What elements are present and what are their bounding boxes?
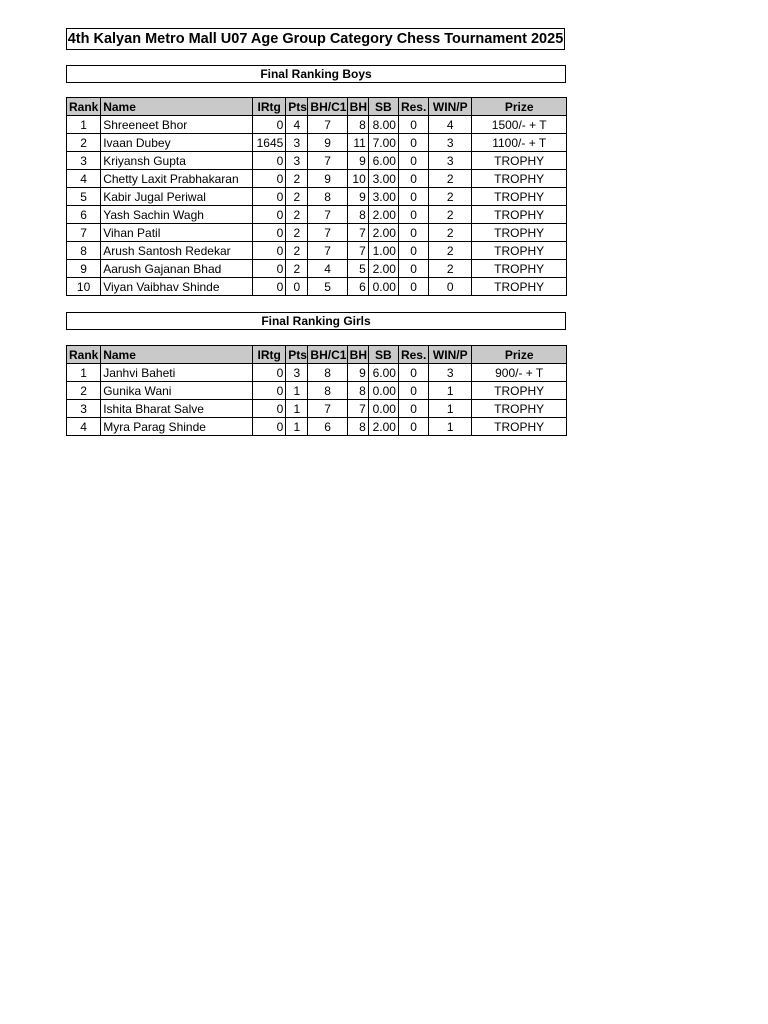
table-row <box>67 400 567 418</box>
boys-section-heading: Final Ranking Boys <box>66 65 566 83</box>
table-row <box>67 188 567 206</box>
cell-irtg: 0 <box>253 278 286 296</box>
cell-prize: TROPHY <box>472 418 567 436</box>
column-header-bh-c1: BH/C1 <box>308 98 347 116</box>
table-row <box>67 224 567 242</box>
column-header-win-p: WIN/P <box>429 346 472 364</box>
cell-prize: TROPHY <box>472 206 567 224</box>
cell-irtg: 0 <box>253 418 286 436</box>
cell-win-p: 2 <box>429 242 472 260</box>
cell-rank: 4 <box>67 170 101 188</box>
table-row <box>67 152 567 170</box>
cell-bh: 9 <box>347 188 368 206</box>
cell-irtg: 0 <box>253 188 286 206</box>
cell-name: Janhvi Baheti <box>101 364 253 382</box>
cell-bh: 5 <box>347 260 368 278</box>
girls-section-heading: Final Ranking Girls <box>66 312 566 330</box>
column-header-prize: Prize <box>472 98 567 116</box>
cell-name: Yash Sachin Wagh <box>101 206 253 224</box>
cell-bh-c1: 9 <box>308 134 347 152</box>
cell-bh: 6 <box>347 278 368 296</box>
cell-irtg: 0 <box>253 242 286 260</box>
cell-irtg: 1645 <box>253 134 286 152</box>
cell-win-p: 0 <box>429 278 472 296</box>
cell-pts: 2 <box>286 170 308 188</box>
cell-res: 0 <box>398 260 428 278</box>
cell-sb: 2.00 <box>368 224 398 242</box>
table-row <box>67 418 567 436</box>
cell-bh-c1: 7 <box>308 242 347 260</box>
cell-bh: 8 <box>347 418 368 436</box>
cell-sb: 2.00 <box>368 260 398 278</box>
table-row <box>67 206 567 224</box>
cell-pts: 1 <box>286 418 308 436</box>
cell-bh: 9 <box>347 152 368 170</box>
cell-win-p: 3 <box>429 364 472 382</box>
cell-bh-c1: 7 <box>308 400 347 418</box>
cell-pts: 3 <box>286 152 308 170</box>
cell-bh: 10 <box>347 170 368 188</box>
cell-win-p: 2 <box>429 170 472 188</box>
cell-sb: 3.00 <box>368 170 398 188</box>
cell-res: 0 <box>398 418 428 436</box>
girls-ranking-table <box>66 345 567 436</box>
cell-win-p: 2 <box>429 260 472 278</box>
cell-pts: 2 <box>286 188 308 206</box>
cell-rank: 2 <box>67 382 101 400</box>
cell-name: Gunika Wani <box>101 382 253 400</box>
cell-irtg: 0 <box>253 382 286 400</box>
cell-pts: 3 <box>286 134 308 152</box>
cell-name: Viyan Vaibhav Shinde <box>101 278 253 296</box>
column-header-rank: Rank <box>67 346 101 364</box>
column-header-name: Name <box>101 346 253 364</box>
cell-name: Arush Santosh Redekar <box>101 242 253 260</box>
boys-header-row <box>67 98 567 116</box>
cell-sb: 0.00 <box>368 400 398 418</box>
cell-res: 0 <box>398 134 428 152</box>
girls-header-row <box>67 346 567 364</box>
cell-bh: 8 <box>347 206 368 224</box>
cell-win-p: 1 <box>429 400 472 418</box>
cell-prize: TROPHY <box>472 242 567 260</box>
cell-prize: TROPHY <box>472 188 567 206</box>
cell-bh: 8 <box>347 382 368 400</box>
cell-rank: 3 <box>67 400 101 418</box>
cell-res: 0 <box>398 242 428 260</box>
cell-rank: 2 <box>67 134 101 152</box>
cell-name: Kriyansh Gupta <box>101 152 253 170</box>
cell-pts: 1 <box>286 400 308 418</box>
cell-pts: 2 <box>286 260 308 278</box>
cell-pts: 2 <box>286 242 308 260</box>
cell-name: Ishita Bharat Salve <box>101 400 253 418</box>
cell-pts: 2 <box>286 224 308 242</box>
cell-bh: 7 <box>347 400 368 418</box>
cell-prize: TROPHY <box>472 382 567 400</box>
column-header-irtg: IRtg <box>253 346 286 364</box>
cell-prize: TROPHY <box>472 260 567 278</box>
cell-sb: 6.00 <box>368 152 398 170</box>
cell-bh-c1: 8 <box>308 364 347 382</box>
cell-irtg: 0 <box>253 224 286 242</box>
cell-prize: 1500/- + T <box>472 116 567 134</box>
cell-irtg: 0 <box>253 400 286 418</box>
cell-sb: 1.00 <box>368 242 398 260</box>
column-header-name: Name <box>101 98 253 116</box>
column-header-bh-c1: BH/C1 <box>308 346 347 364</box>
cell-pts: 2 <box>286 206 308 224</box>
cell-bh: 9 <box>347 364 368 382</box>
cell-win-p: 3 <box>429 152 472 170</box>
cell-irtg: 0 <box>253 170 286 188</box>
cell-name: Ivaan Dubey <box>101 134 253 152</box>
column-header-bh: BH <box>347 346 368 364</box>
table-row <box>67 260 567 278</box>
cell-prize: TROPHY <box>472 224 567 242</box>
cell-rank: 10 <box>67 278 101 296</box>
cell-sb: 2.00 <box>368 418 398 436</box>
cell-bh-c1: 9 <box>308 170 347 188</box>
cell-name: Shreeneet Bhor <box>101 116 253 134</box>
cell-sb: 8.00 <box>368 116 398 134</box>
cell-win-p: 4 <box>429 116 472 134</box>
cell-bh-c1: 7 <box>308 116 347 134</box>
cell-res: 0 <box>398 364 428 382</box>
cell-bh: 7 <box>347 224 368 242</box>
table-row <box>67 278 567 296</box>
cell-irtg: 0 <box>253 206 286 224</box>
column-header-pts: Pts <box>286 346 308 364</box>
cell-irtg: 0 <box>253 364 286 382</box>
cell-rank: 5 <box>67 188 101 206</box>
cell-bh-c1: 7 <box>308 152 347 170</box>
cell-rank: 1 <box>67 364 101 382</box>
table-row <box>67 116 567 134</box>
column-header-irtg: IRtg <box>253 98 286 116</box>
cell-res: 0 <box>398 170 428 188</box>
cell-rank: 7 <box>67 224 101 242</box>
cell-win-p: 2 <box>429 224 472 242</box>
cell-bh-c1: 7 <box>308 206 347 224</box>
cell-pts: 1 <box>286 382 308 400</box>
cell-prize: 900/- + T <box>472 364 567 382</box>
cell-irtg: 0 <box>253 116 286 134</box>
cell-pts: 0 <box>286 278 308 296</box>
cell-prize: TROPHY <box>472 170 567 188</box>
cell-name: Chetty Laxit Prabhakaran <box>101 170 253 188</box>
cell-sb: 7.00 <box>368 134 398 152</box>
cell-res: 0 <box>398 116 428 134</box>
cell-pts: 4 <box>286 116 308 134</box>
cell-rank: 6 <box>67 206 101 224</box>
cell-pts: 3 <box>286 364 308 382</box>
table-row <box>67 242 567 260</box>
cell-bh-c1: 4 <box>308 260 347 278</box>
cell-name: Myra Parag Shinde <box>101 418 253 436</box>
cell-win-p: 3 <box>429 134 472 152</box>
cell-res: 0 <box>398 382 428 400</box>
cell-bh-c1: 8 <box>308 382 347 400</box>
cell-sb: 2.00 <box>368 206 398 224</box>
cell-prize: TROPHY <box>472 278 567 296</box>
column-header-res: Res. <box>398 98 428 116</box>
cell-win-p: 2 <box>429 188 472 206</box>
column-header-sb: SB <box>368 98 398 116</box>
cell-bh: 7 <box>347 242 368 260</box>
cell-res: 0 <box>398 278 428 296</box>
cell-res: 0 <box>398 224 428 242</box>
cell-rank: 1 <box>67 116 101 134</box>
column-header-rank: Rank <box>67 98 101 116</box>
cell-irtg: 0 <box>253 260 286 278</box>
column-header-sb: SB <box>368 346 398 364</box>
cell-res: 0 <box>398 188 428 206</box>
cell-irtg: 0 <box>253 152 286 170</box>
cell-name: Vihan Patil <box>101 224 253 242</box>
column-header-res: Res. <box>398 346 428 364</box>
cell-bh-c1: 8 <box>308 188 347 206</box>
cell-res: 0 <box>398 400 428 418</box>
column-header-prize: Prize <box>472 346 567 364</box>
cell-prize: TROPHY <box>472 152 567 170</box>
cell-sb: 3.00 <box>368 188 398 206</box>
cell-bh: 8 <box>347 116 368 134</box>
table-row <box>67 134 567 152</box>
cell-name: Kabir Jugal Periwal <box>101 188 253 206</box>
cell-sb: 6.00 <box>368 364 398 382</box>
boys-ranking-table <box>66 97 567 296</box>
cell-res: 0 <box>398 206 428 224</box>
column-header-bh: BH <box>347 98 368 116</box>
cell-prize: 1100/- + T <box>472 134 567 152</box>
cell-bh-c1: 6 <box>308 418 347 436</box>
cell-rank: 4 <box>67 418 101 436</box>
cell-bh: 11 <box>347 134 368 152</box>
column-header-pts: Pts <box>286 98 308 116</box>
cell-rank: 3 <box>67 152 101 170</box>
cell-win-p: 1 <box>429 382 472 400</box>
column-header-win-p: WIN/P <box>429 98 472 116</box>
cell-sb: 0.00 <box>368 382 398 400</box>
tournament-title: 4th Kalyan Metro Mall U07 Age Group Category Chess Tournament 2025 <box>66 28 565 50</box>
cell-res: 0 <box>398 152 428 170</box>
table-row <box>67 364 567 382</box>
table-row <box>67 170 567 188</box>
cell-rank: 9 <box>67 260 101 278</box>
cell-win-p: 1 <box>429 418 472 436</box>
cell-name: Aarush Gajanan Bhad <box>101 260 253 278</box>
cell-bh-c1: 7 <box>308 224 347 242</box>
cell-rank: 8 <box>67 242 101 260</box>
cell-win-p: 2 <box>429 206 472 224</box>
cell-sb: 0.00 <box>368 278 398 296</box>
cell-bh-c1: 5 <box>308 278 347 296</box>
cell-prize: TROPHY <box>472 400 567 418</box>
table-row <box>67 382 567 400</box>
